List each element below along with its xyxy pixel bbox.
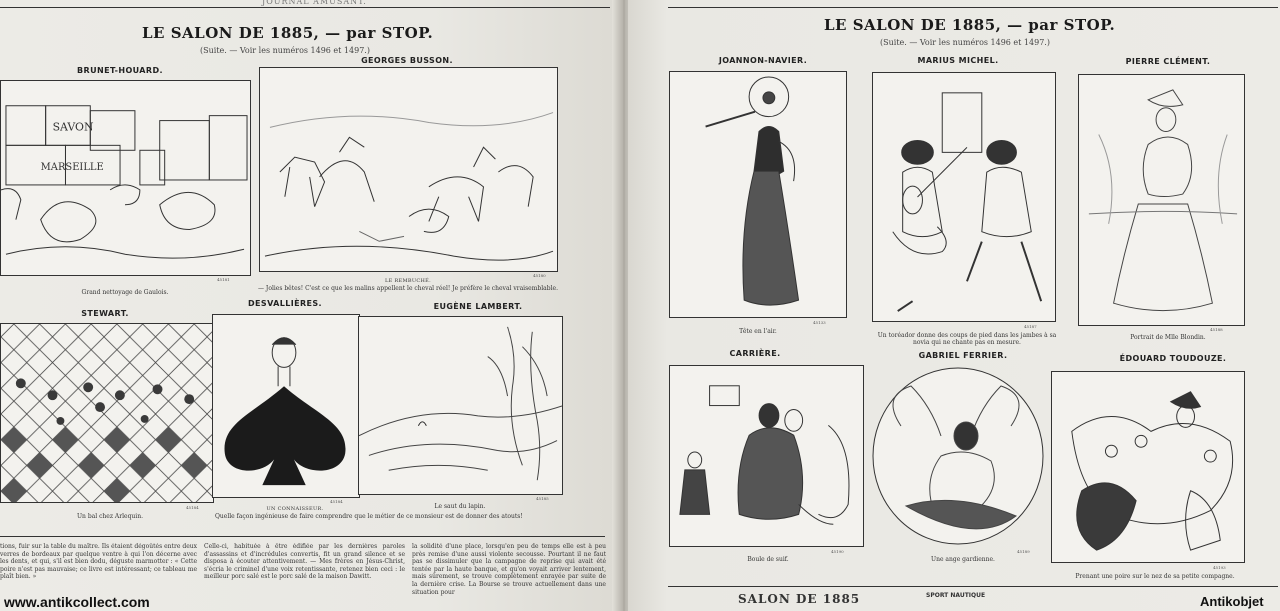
plate-number: 45187 [1024,324,1037,329]
running-head: JOURNAL AMUSANT. [262,0,367,6]
caption-text: — Jolies bêtes! C'est ce que les malins appellent le cheval réel! Je préfère le cheval vraisemblable. [258,285,558,292]
caption-title: UN CONNAISSEUR. [266,506,324,512]
svg-text:SAVON: SAVON [52,120,94,134]
plate-number: 45184 [330,499,343,504]
artist-georges-busson: GEORGES BUSSON. [361,56,453,65]
artist-carriere: CARRIÈRE. [729,349,781,358]
right-page [628,0,1280,611]
page-title: LE SALON DE 1885, — par STOP. [142,24,434,42]
text-column-2: Celle-ci, habituée à être édifiée par les dernières paroles d'assassins et d'incrédules convertis, fit un grand silence et se disposa à écouter attentivement. — Mes frères en Jésus-Christ, s'écria le criminel d'une voix retentissante, retenez bien ceci : le meilleur porc salé est le porc salé de la maison Dawitt. [204,543,405,581]
top-rule [0,7,610,8]
illustration-joannon-navier [669,71,847,318]
artist-stewart: STEWART. [81,309,129,318]
caption-joannon-navier: Tête en l'air. [739,328,777,335]
illustration-georges-busson [259,67,558,272]
illustration-brunet-houard [0,80,251,276]
page-title: LE SALON DE 1885, — par STOP. [824,16,1116,34]
caption-stewart: Un bal chez Arlequin. [77,513,143,520]
illustration-stewart [0,323,214,503]
plate-number: 45188 [1210,327,1223,332]
caption-gabriel-ferrier: Une ange gardienne. [931,556,995,563]
left-page [0,0,620,611]
caption-eugene-lambert: Le saut du lapin. [434,503,486,510]
plate-number: 45185 [536,496,549,501]
watermark: Antikobjet [1200,594,1264,609]
plate-number: 45193 [1213,565,1226,570]
artist-desvallieres: DESVALLIÈRES. [248,299,322,308]
caption-title: LE REMBUCHÉ. [384,278,431,284]
plate-number: 45189 [1017,549,1030,554]
illustration-carriere [669,365,864,547]
illustration-desvallieres [212,314,360,498]
artist-joannon-navier: JOANNON-NAVIER. [718,56,808,65]
illustration-edouard-toudouze [1051,371,1245,563]
svg-text:MARSEILLE: MARSEILLE [40,162,104,174]
caption-carriere: Boule de suif. [747,556,789,563]
illustration-gabriel-ferrier [871,366,1045,546]
page-subtitle: (Suite. — Voir les numéros 1496 et 1497.) [880,38,1050,47]
plate-number: 45184 [186,505,199,510]
page-subtitle: (Suite. — Voir les numéros 1496 et 1497.) [200,46,370,55]
caption-brunet-houard: Grand nettoyage de Gaulois. [81,289,169,296]
artist-eugene-lambert: EUGÈNE LAMBERT. [433,302,523,311]
illustration-eugene-lambert [358,316,563,495]
section-heading-salon: SALON DE 1885 [738,592,861,606]
illustration-marius-michel [872,72,1056,322]
plate-number: 45133 [813,320,826,325]
top-rule [668,7,1278,8]
section-rule [0,536,605,537]
caption-pierre-clement: Portrait de Mlle Blondin. [1130,334,1206,341]
section-heading-sport: SPORT NAUTIQUE [926,592,986,599]
caption-marius-michel: Un toréador donne des coups de pied dans les jambes à sa novia qui ne chante pas en mesure. [877,332,1057,346]
artist-pierre-clement: PIERRE CLÉMENT. [1125,57,1211,66]
artist-brunet-houard: BRUNET-HOUARD. [77,66,163,75]
plate-number: 45181 [217,277,230,282]
text-column-3: la solidité d'une place, lorsqu'en peu de temps elle est à peu près remise d'une aussi violente secousse. Pourtant il ne faut pas se dissimuler que la campagne de reprise qui avait été tentée par la haute banque, et qu'on voyait arriver lentement, mais sûrement, se trouve complètement enrayée par suite de la dernière crise. La Bourse se trouve actuellement dans une situation pour [412,543,606,596]
watermark: www.antikcollect.com [4,594,150,610]
caption-edouard-toudouze: Prenant une poire sur le nez de sa petite compagne. [1075,573,1235,580]
artist-marius-michel: MARIUS MICHEL. [917,56,999,65]
artist-gabriel-ferrier: GABRIEL FERRIER. [918,351,1008,360]
caption-georges-busson [258,278,558,292]
section-rule [668,586,1278,587]
illustration-pierre-clement [1078,74,1245,326]
plate-number: 45180 [533,273,546,278]
caption-text: Quelle façon ingénieuse de faire comprendre que le métier de ce monsieur est de donner des atouts! [215,513,523,520]
artist-edouard-toudouze: ÉDOUARD TOUDOUZE. [1119,354,1227,363]
plate-number: 45190 [831,549,844,554]
text-column-1: tions, fuir sur la table du maître. Ils étaient dégoûtés entre deux verres de bordeaux par quelque ventre à qui l'on décerne avec les dents, et qui, s'il est bien dodu, déguste marmotter : « Cette poire n'est pas mauvaise; ce livre est intéressant; ce tableau me plaît bien. » [0,543,197,581]
